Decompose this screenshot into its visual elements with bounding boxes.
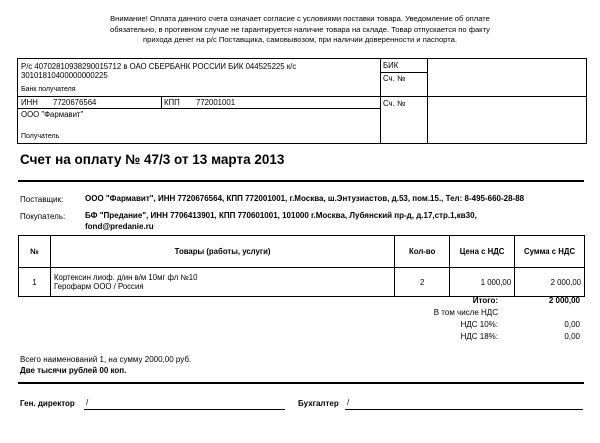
director-label: Ген. директор: [20, 399, 75, 408]
table-header-row: [19, 236, 585, 268]
amount-in-words: Две тысячи рублей 00 коп.: [20, 366, 127, 375]
column-header-sum: Сумма с НДС: [515, 236, 585, 268]
accountant-slash: /: [347, 398, 350, 407]
vat18-label: НДС 18%:: [460, 332, 498, 341]
bank-label: Банк получателя: [21, 86, 76, 93]
table-row: [19, 268, 585, 297]
row-price: 1 000,00: [450, 268, 515, 297]
payment-notice: [60, 14, 540, 46]
column-header-number: №: [19, 236, 51, 268]
inn-value: 7720676564: [53, 98, 97, 107]
column-header-price: Цена с НДС: [450, 236, 515, 268]
accountant-label: Бухгалтер: [298, 399, 339, 408]
recipient-name: ООО "Фармавит": [21, 110, 84, 119]
buyer-email: fond@predanie.ru: [85, 222, 154, 231]
row-qty: 2: [395, 268, 450, 297]
corr-account-line: 30101810400000000225: [21, 71, 108, 80]
director-slash: /: [86, 398, 89, 407]
kpp-value: 772001001: [196, 98, 236, 107]
vat10-value: 0,00: [564, 320, 580, 329]
director-signature-line: [84, 409, 285, 410]
title-divider: [18, 180, 584, 182]
kpp-label: КПП: [164, 98, 180, 107]
vat18-value: 0,00: [564, 332, 580, 341]
column-header-qty: Кол-во: [395, 236, 450, 268]
vat10-label: НДС 10%:: [460, 320, 498, 329]
accountant-signature-line: [345, 409, 583, 410]
notice-line: обязательно, в противном случае не гарантируется наличие товара на складе. Товар отпускается по факту: [110, 24, 490, 34]
supplier-value: ООО "Фармавит", ИНН 7720676564, КПП 772001001, г.Москва, ш.Энтузиастов, д.53, пом.15., Тел: 8-495-660-28-88: [85, 194, 525, 203]
supplier-label: Поставщик:: [20, 195, 64, 204]
bank-details-box: [17, 58, 587, 144]
items-table: [18, 235, 585, 297]
vat-included-label: В том числе НДС: [433, 308, 498, 317]
account-label: Сч. №: [383, 99, 406, 108]
inn-label: ИНН: [21, 98, 38, 107]
summary-divider: [18, 382, 584, 384]
column-header-goods: Товары (работы, услуги): [50, 236, 394, 268]
buyer-value: БФ "Предание", ИНН 7706413901, КПП 770601001, 101000 г.Москва, Лубянский пр-д, д.17,стр.1,кв30,: [85, 211, 477, 220]
row-goods-manufacturer: Герофарм ООО / Россия: [53, 282, 144, 291]
items-count-line: Всего наименований 1, на сумму 2000,00 руб.: [20, 355, 192, 364]
buyer-label: Покупатель:: [20, 212, 66, 221]
row-sum: 2 000,00: [515, 268, 585, 297]
bank-account-line: Р/с 40702810938290015712 в ОАО СБЕРБАНК РОССИИ БИК 044525225 к/с: [21, 62, 297, 71]
total-value: 2 000,00: [548, 296, 580, 305]
row-number: 1: [19, 268, 51, 297]
notice-line: прихода денег на р/с Поставщика, самовывозом, при наличии доверенности и паспорта.: [143, 35, 457, 45]
invoice-title: Счет на оплату № 47/3 от 13 марта 2013: [20, 152, 285, 167]
total-label: Итого:: [472, 296, 498, 305]
row-goods-name: Кортексин лиоф. д/ин в/м 10мг фл №10: [53, 273, 198, 282]
corr-account-label: Сч. №: [383, 74, 406, 83]
recipient-label: Получатель: [21, 133, 60, 140]
bik-label: БИК: [383, 61, 399, 70]
row-goods: [50, 268, 394, 297]
notice-line: Внимание! Оплата данного счета означает согласие с условиями поставки товара. Уведомление об оплате: [110, 14, 490, 23]
